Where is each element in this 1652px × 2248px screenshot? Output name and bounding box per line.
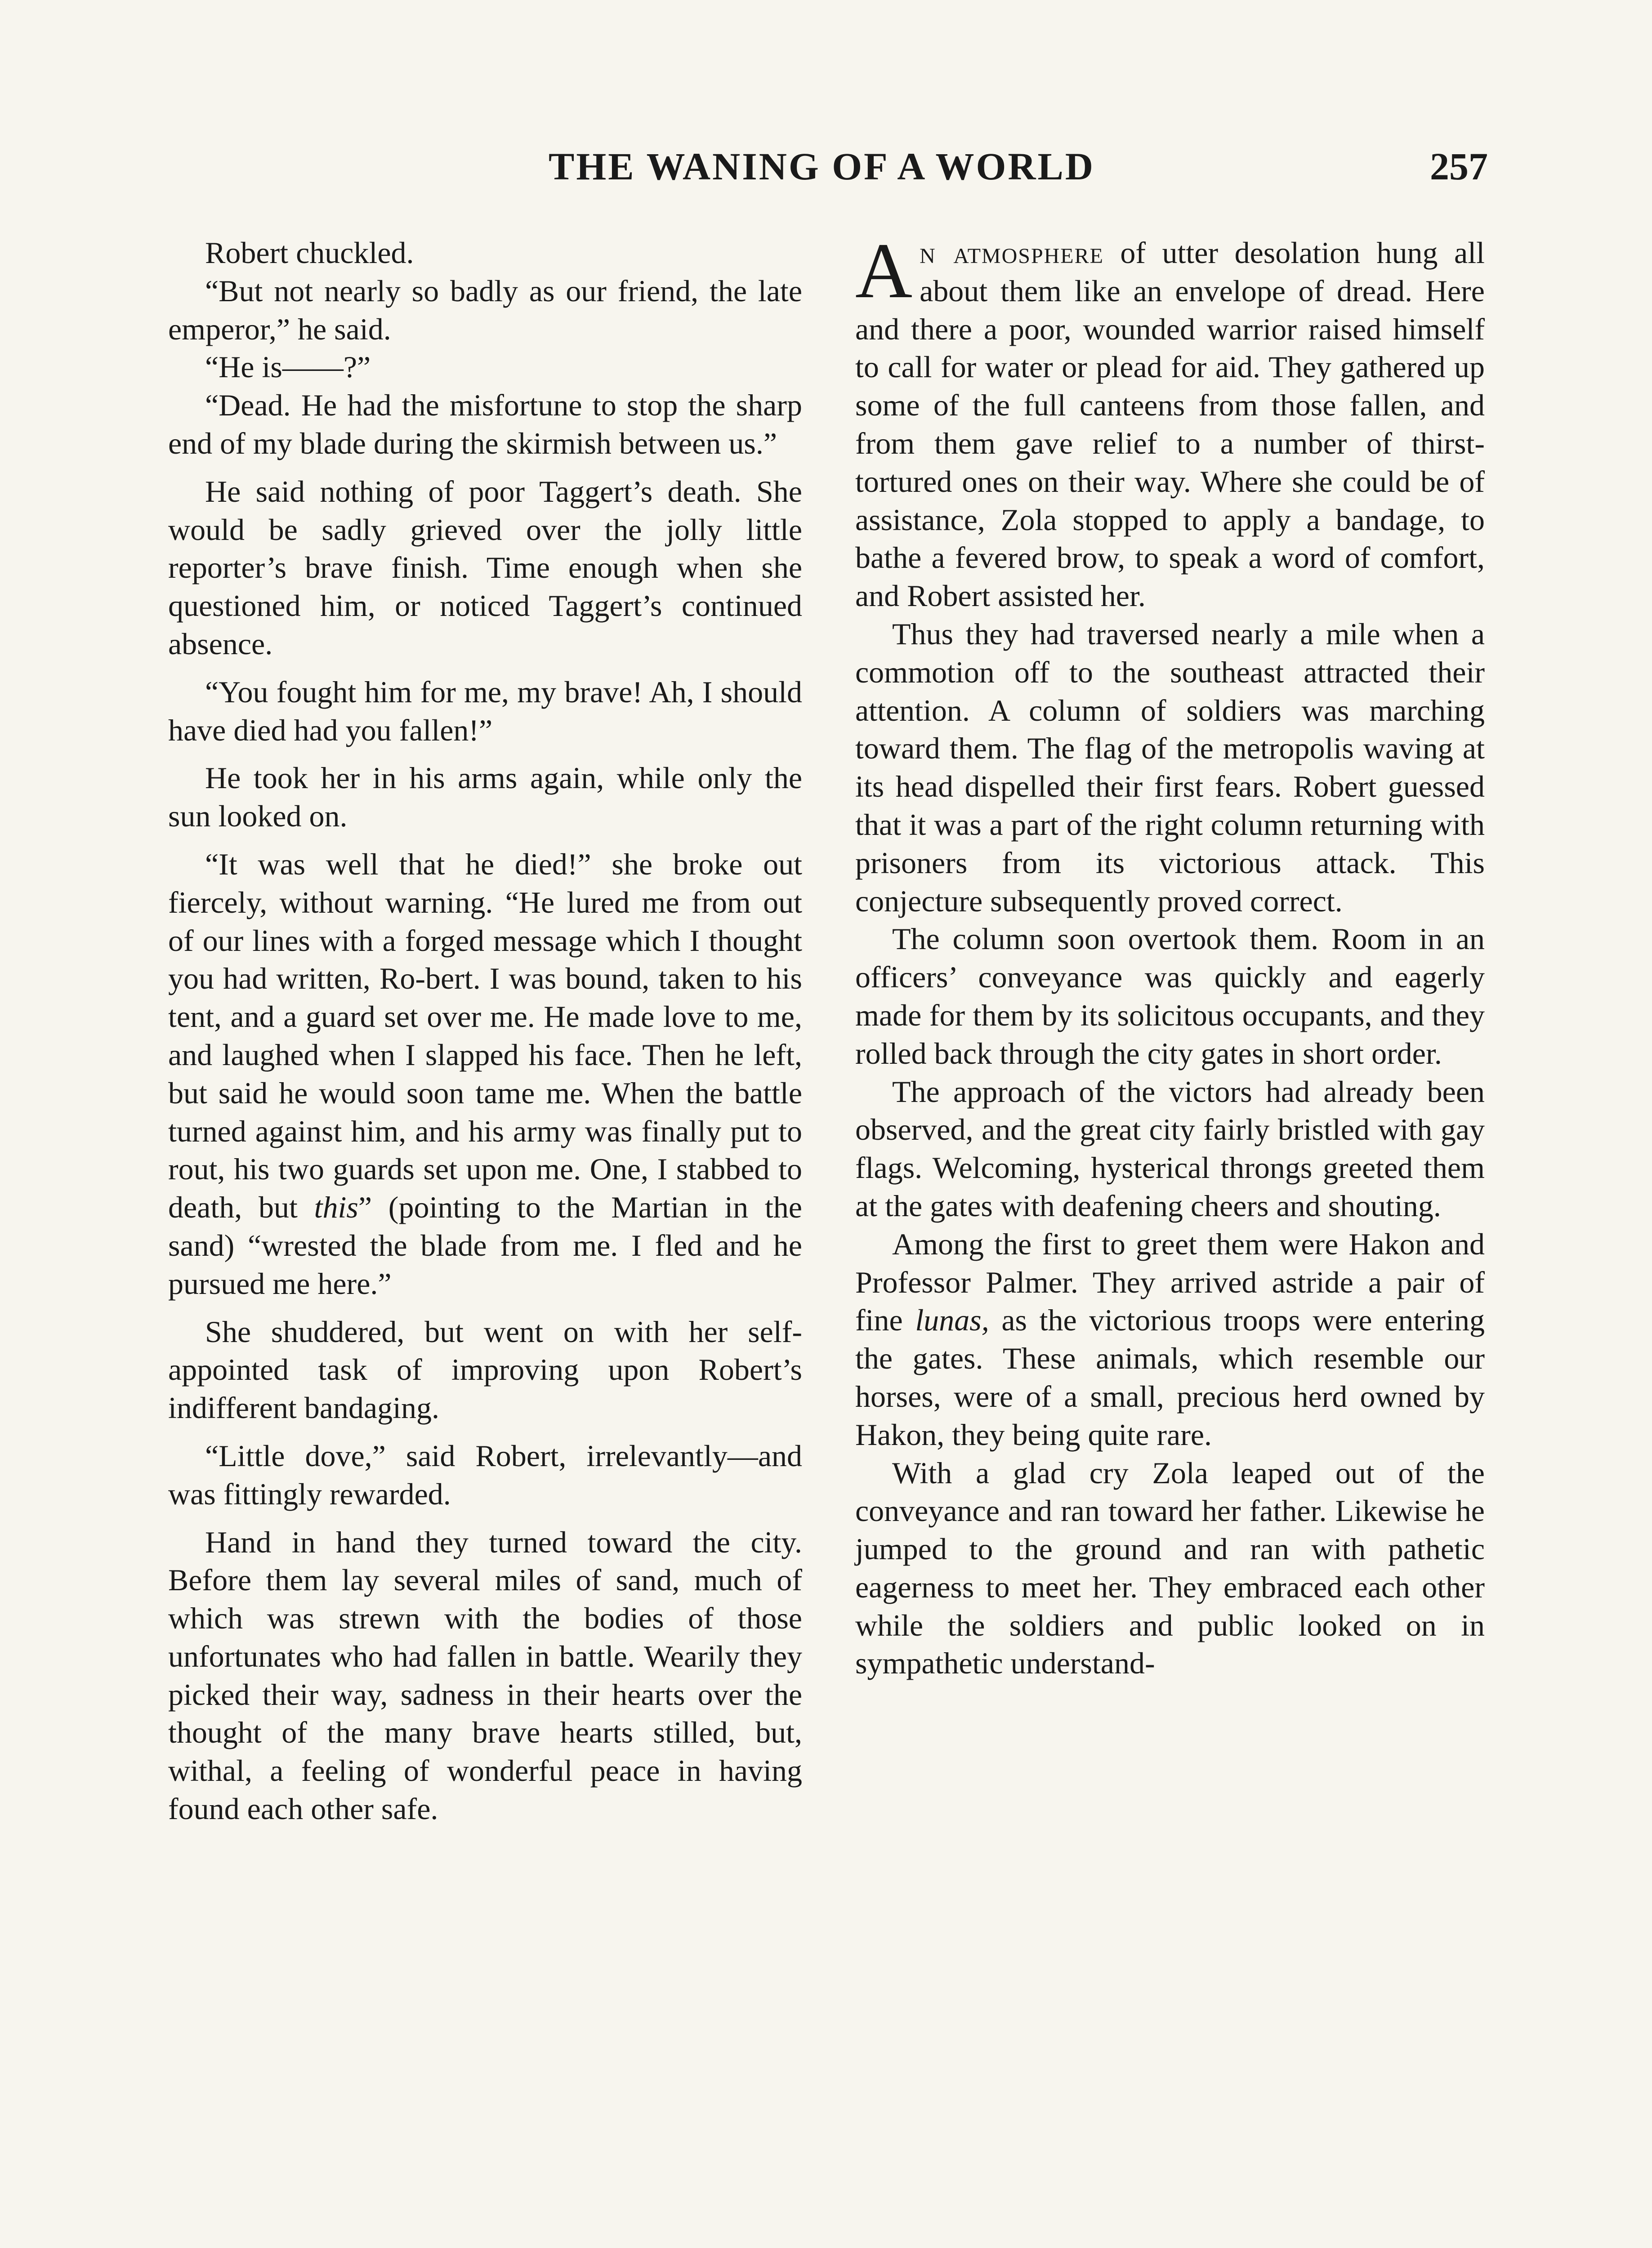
paragraph-text: ” (pointing to the Martian in the sand) “wrested the blade from me. I fled and he pursued me here.” xyxy=(168,1190,802,1301)
small-caps-lead: n atmosphere xyxy=(920,236,1104,270)
paragraph: He took her in his arms again, while only the sun looked on. xyxy=(168,761,802,834)
paragraph: “But not nearly so badly as our friend, the late emperor,” he said. xyxy=(168,273,802,346)
paragraph: “You fought him for me, my brave! Ah, I should have died had you fallen!” xyxy=(168,674,802,747)
paragraph: “He is——?” xyxy=(205,350,371,384)
paragraph: With a glad cry Zola leaped out of the conveyance and ran toward her father. Likewise he jumped to the ground and ran with pathetic eagerness to meet her. They embraced each other while the soldiers and public looked on in sympathetic understand- xyxy=(855,1455,1485,1681)
paragraph-text: as the victorious troops were entering the gates. These animals, which resemble our horses, were of a small, precious herd owned by Hakon, they being quite rare. xyxy=(855,1303,1485,1452)
paragraph-text: of utter desolation hung all about them like an envelope of dread. Here and there a poor, wounded warrior raised himself to call for water or plead for aid. They gathered up some of the full canteens from those fallen, and from them gave relief to a number of thirst-tortured ones on their way. Where she could be of assistance, Zola stopped to apply a bandage, to bathe a fevered brow, to speak a word of comfort, and Robert assisted her. xyxy=(855,236,1485,613)
drop-cap: A xyxy=(855,227,913,315)
paragraph: Hand in hand they turned toward the city. Before them lay several miles of sand, much of which was strewn with the bodies of those unfortunates who had fallen in battle. Wearily they picked their way, sadness in their hearts over the thought of the many brave hearts stilled, but, withal, a feeling of wonderful peace in having found each other safe. xyxy=(168,1525,802,1826)
running-title: THE WANING OF A WORLD xyxy=(549,145,1095,188)
paragraph: The approach of the victors had already been observed, and the great city fairly bristled with gay flags. Welcoming, hysterical throngs greeted them at the gates with deafening cheers and shouting. xyxy=(855,1074,1485,1223)
paragraph-text: “It was well that he died!” she broke out fiercely, without warning. “He lured me from out of our lines with a forged message which I thought you had written, Ro-bert. I was bound, taken to his tent, and a guard set over me. He made love to me, and laughed when I slapped his face. Then he left, but said he would soon tame me. When the battle turned against him, and his army was finally put to rout, his two guards set upon me. One, I stabbed to death, but xyxy=(168,847,802,1225)
running-header xyxy=(0,144,1652,193)
paragraph: Thus they had traversed nearly a mile when a commotion off to the southeast attracted their attention. A column of soldiers was marching toward them. The flag of the metropolis waving at its head dispelled their first fears. Robert guessed that it was a part of the right column returning with prisoners from its victorious attack. This conjecture subsequently proved correct. xyxy=(855,616,1485,918)
paragraph-text: Among the first to greet them were Hakon and Professor Palmer. They arrived astride a pair of fine xyxy=(855,1227,1485,1338)
paragraph: The column soon overtook them. Room in an officers’ conveyance was quickly and eagerly made for them by its solicitous occupants, and they rolled back through the city gates in short order. xyxy=(855,922,1485,1070)
right-column xyxy=(855,227,1485,1682)
page-number: 257 xyxy=(1430,145,1488,188)
paragraph xyxy=(855,1225,1485,1454)
paragraph xyxy=(855,227,1485,615)
paragraph: “Little dove,” said Robert, irrelevantly—and was fittingly rewarded. xyxy=(168,1438,802,1511)
paragraph: “Dead. He had the misfortune to stop the sharp end of my blade during the skirmish between us.” xyxy=(168,388,802,460)
italic-word: lunas, xyxy=(915,1303,989,1338)
paragraph: Robert chuckled. xyxy=(205,236,414,270)
paragraph: He said nothing of poor Taggert’s death. She would be sadly grieved over the jolly little reporter’s brave finish. Time enough when she questioned him, or noticed Taggert’s continued absence. xyxy=(168,474,802,661)
paragraph: She shuddered, but went on with her self-appointed task of improving upon Robert’s indifferent bandaging. xyxy=(168,1314,802,1425)
paragraph xyxy=(168,845,802,1303)
italic-word: this xyxy=(314,1190,358,1225)
left-column xyxy=(168,234,802,1828)
